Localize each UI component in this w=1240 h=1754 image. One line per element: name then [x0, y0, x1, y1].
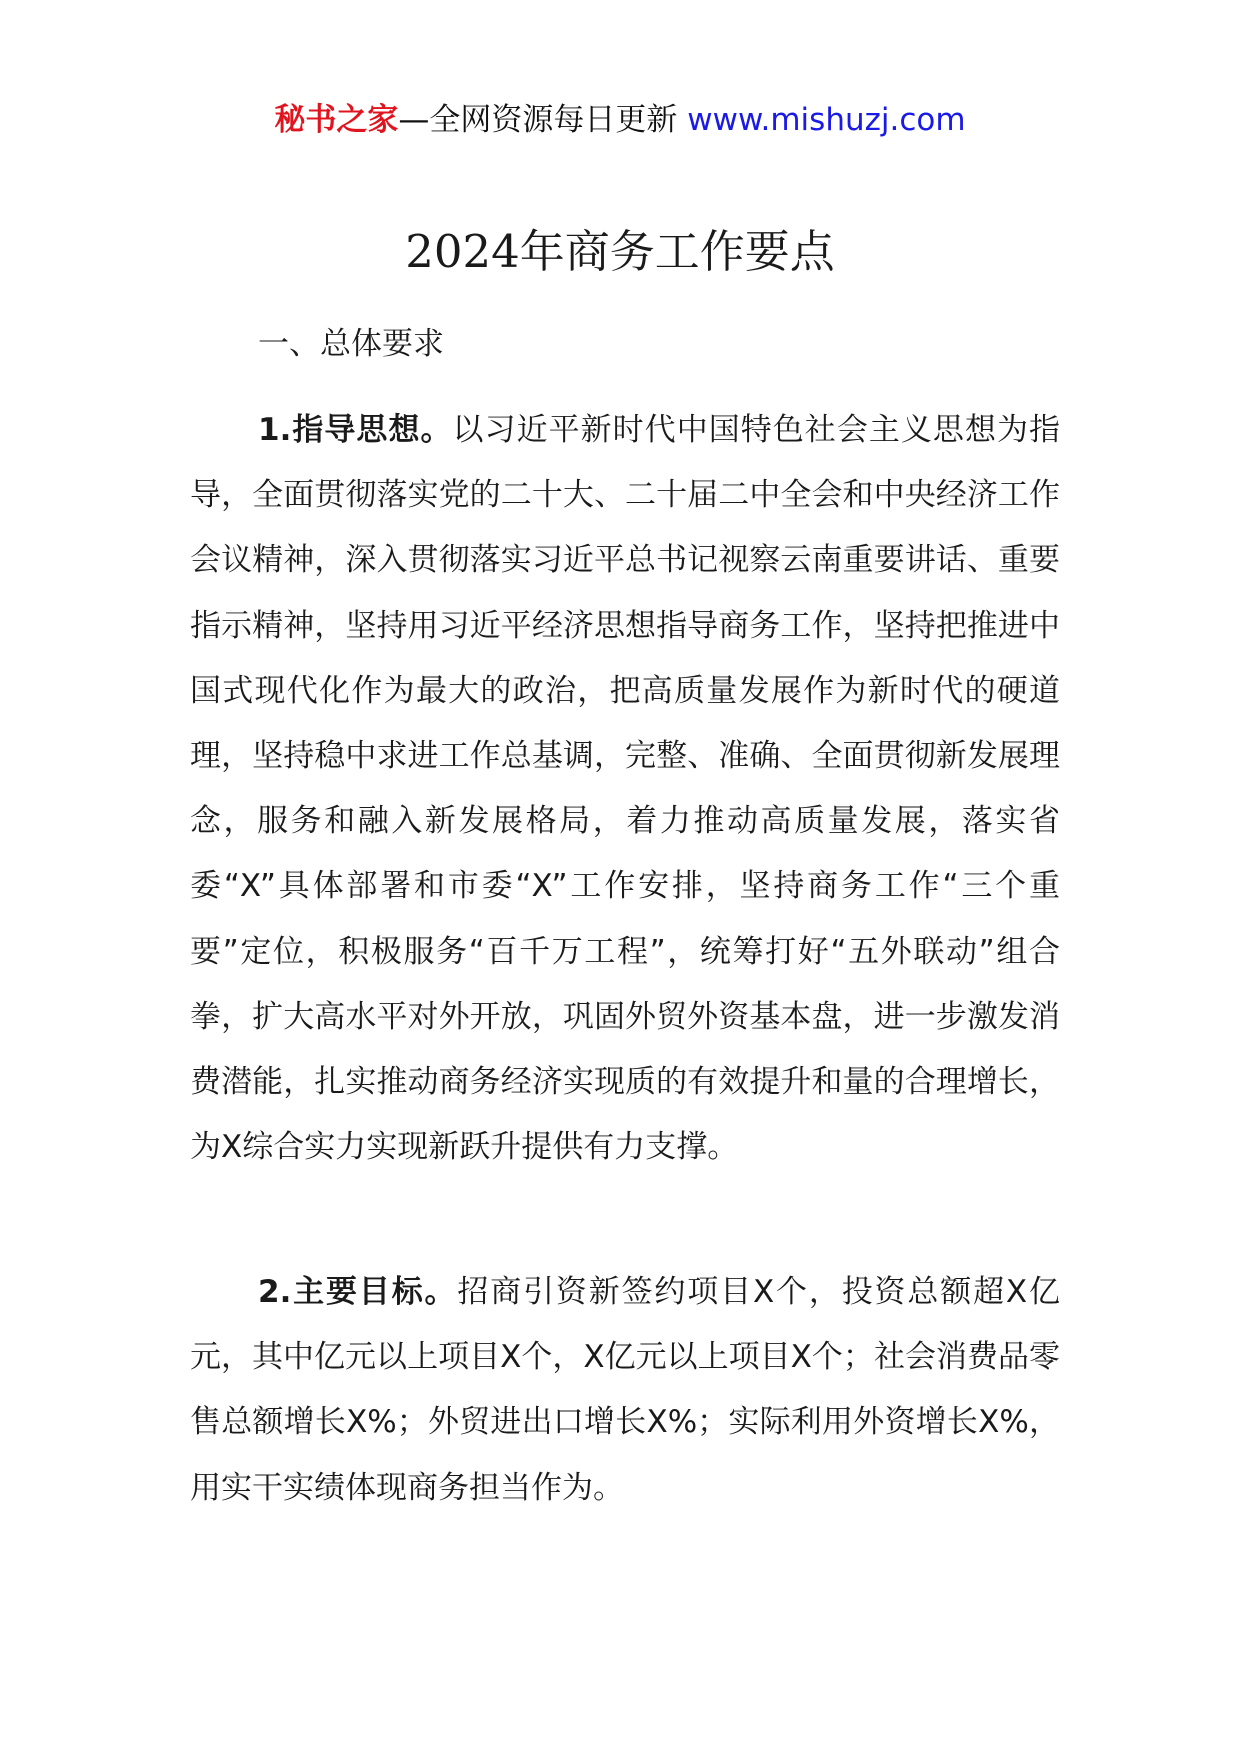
banner-url-link[interactable]: www.mishuzj.com: [687, 102, 966, 138]
document-title: [0, 222, 1240, 282]
site-banner: [0, 98, 1240, 142]
paragraph-lead: 2.主要目标。: [258, 1274, 458, 1310]
title-text: 年商务工作要点: [519, 225, 835, 278]
paragraph-guiding-thought: [190, 398, 1060, 1180]
banner-tagline: —全网资源每日更新: [398, 102, 678, 138]
paragraph-body: 以习近平新时代中国特色社会主义思想为指导，全面贯彻落实党的二十大、二十届二中全会和中央经济工作会议精神，深入贯彻落实习近平总书记视察云南重要讲话、重要指示精神，坚持用习近平经济思想指导商务工作，坚持把推进中国式现代化作为最大的政治，把高质量发展作为新时代的硬道理，坚持稳中求进工作总基调，完整、准确、全面贯彻新发展理念，服务和融入新发展格局，着力推动高质量发展，落实省委“X”具体部署和市委“X”工作安排，坚持商务工作“三个重要”定位，积极服务“百千万工程”，统筹打好“五外联动”组合拳，扩大高水平对外开放，巩固外贸外资基本盘，进一步激发消费潜能，扎实推动商务经济实现质的有效提升和量的合理增长，为X综合实力实现新跃升提供有力支撑。: [190, 412, 1060, 1166]
paragraph-body: 招商引资新签约项目X个，投资总额超X亿元，其中亿元以上项目X个，X亿元以上项目X个；社会消费品零售总额增长X%；外贸进出口增长X%；实际利用外资增长X%，用实干实绩体现商务担当作为。: [190, 1274, 1060, 1506]
section-heading: 一、总体要求: [258, 326, 444, 362]
title-year: 2024: [405, 225, 520, 278]
paragraph-main-goals: [190, 1260, 1060, 1521]
paragraph-lead: 1.指导思想。: [258, 412, 453, 448]
banner-brand: 秘书之家: [274, 102, 399, 138]
